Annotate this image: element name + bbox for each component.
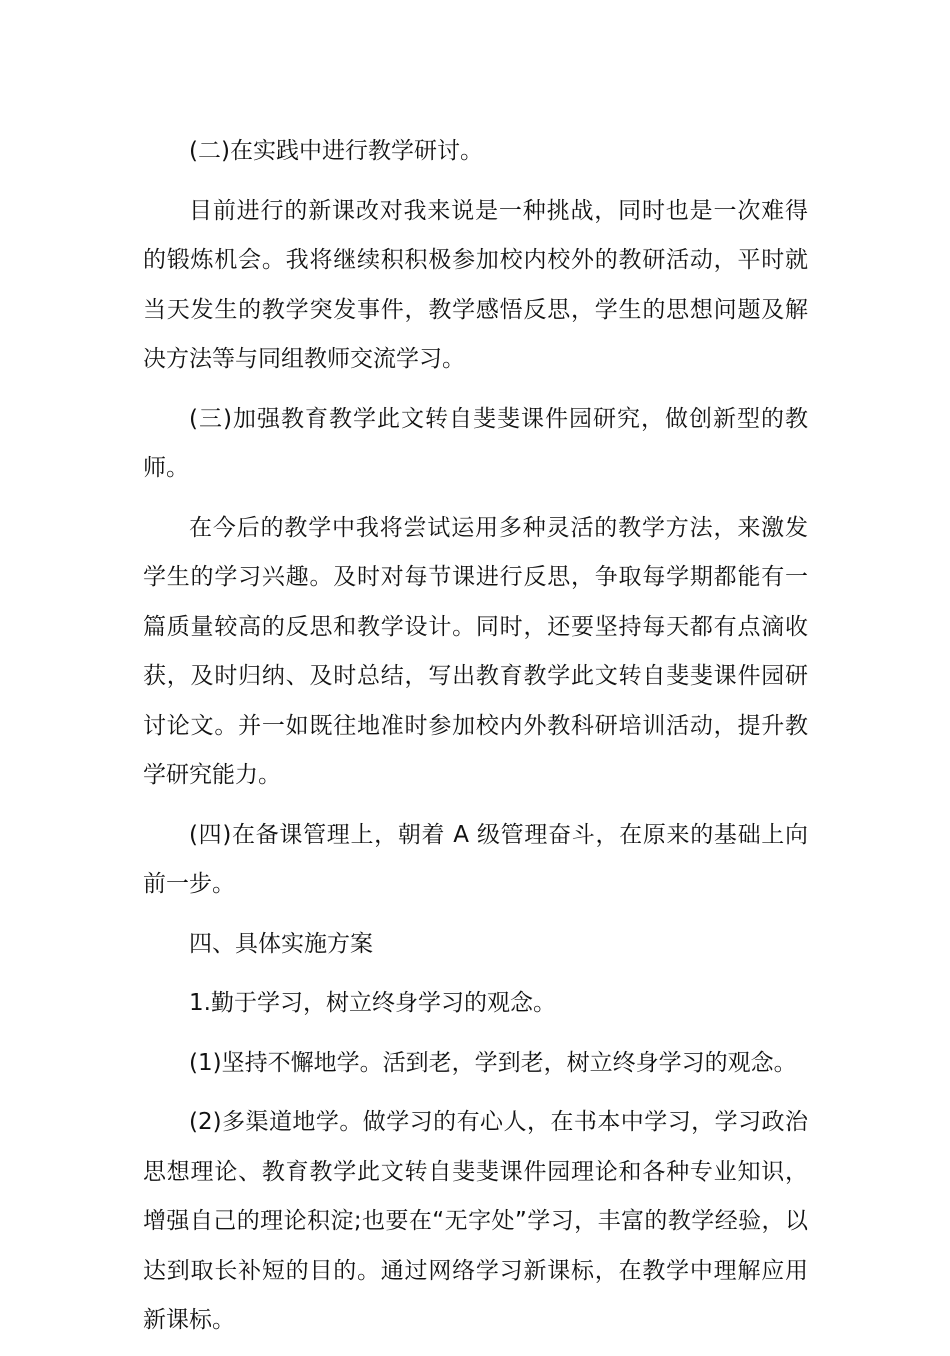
paragraph-strengthen-research: (三)加强教育教学此文转自斐斐课件园研究，做创新型的教师。 [143, 405, 808, 481]
list-item-multi-channel-learning: (2)多渠道地学。做学习的有心人，在书本中学习，学习政治思想理论、教育教学此文转自斐斐课件园理论和各种专业知识，增强自己的理论积淀;也要在“无字处”学习，丰富的教学经验，以达到取长补短的目的。通过网络学习新课标，在教学中理解应用新课标。 [143, 1109, 808, 1333]
paragraph-practice-research: (二)在实践中进行教学研讨。 [189, 138, 483, 164]
list-item-persistent-learning: (1)坚持不懈地学。活到老，学到老，树立终身学习的观念。 [189, 1049, 797, 1076]
list-item-diligent-study: 1.勤于学习，树立终身学习的观念。 [189, 990, 556, 1016]
document-body [143, 127, 808, 1356]
paragraph-lesson-prep: (四)在备课管理上，朝着 A 级管理奋斗，在原来的基础上向前一步。 [143, 821, 808, 897]
section-heading-implementation: 四、具体实施方案 [189, 930, 373, 957]
paragraph-new-curriculum: 目前进行的新课改对我来说是一种挑战，同时也是一次难得的锻炼机会。我将继续积积极参加校内校外的教研活动，平时就当天发生的教学突发事件，教学感悟反思，学生的思想问题及解决方法等与同组教师交流学习。 [143, 197, 808, 372]
paragraph-future-teaching: 在今后的教学中我将尝试运用多种灵活的教学方法，来激发学生的学习兴趣。及时对每节课进行反思，争取每学期都能有一篇质量较高的反思和教学设计。同时，还要坚持每天都有点滴收获，及时归纳、及时总结，写出教育教学此文转自斐斐课件园研讨论文。并一如既往地准时参加校内外教科研培训活动，提升教学研究能力。 [143, 514, 808, 788]
